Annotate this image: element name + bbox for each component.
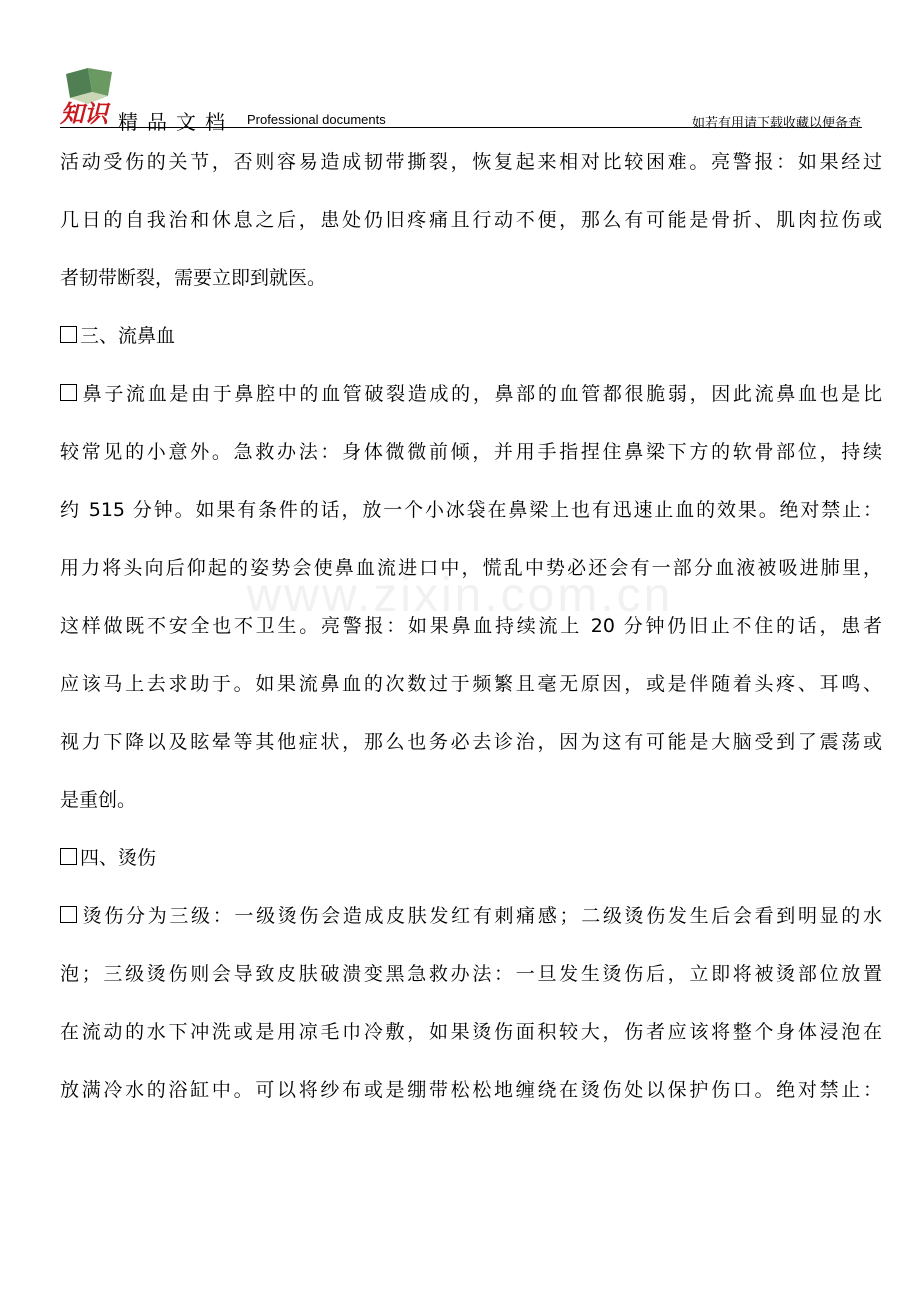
checkbox-icon (60, 384, 77, 401)
header-subtitle: Professional documents (247, 112, 386, 127)
checkbox-icon (60, 326, 77, 343)
text-line (60, 895, 882, 953)
header-title: 精品文档 (118, 110, 234, 134)
watermark: www.zixin.com.cn (246, 569, 674, 622)
line-text: 三、流鼻血 (80, 325, 176, 347)
line-text: 活动受伤的关节，否则容易造成韧带撕裂，恢复起来相对比较困难。亮警报：如果经过 (60, 151, 882, 173)
header-note: 如若有用请下载收藏以便备查 (691, 115, 861, 130)
line-text: 这样做既不安全也不卫生。亮警报：如果鼻血持续流上 20 分钟仍旧止不住的话，患者 (60, 615, 882, 637)
line-text: 泡；三级烫伤则会导致皮肤破溃变黑急救办法：一旦发生烫伤后，立即将被烫部位放置 (60, 963, 882, 985)
line-text: 用力将头向后仰起的姿势会使鼻血流进口中，慌乱中势必还会有一部分血液被吸进肺里， (60, 557, 882, 579)
header-divider (60, 127, 862, 128)
line-text: 较常见的小意外。急救办法：身体微微前倾，并用手指捏住鼻梁下方的软骨部位，持续 (60, 441, 882, 463)
text-line (60, 1069, 882, 1127)
text-line (60, 489, 882, 547)
checkbox-icon (60, 848, 77, 865)
text-line (60, 199, 882, 257)
text-line (60, 141, 882, 199)
line-text: 几日的自我治和休息之后，患处仍旧疼痛且行动不便，那么有可能是骨折、肌肉拉伤或 (60, 209, 882, 231)
text-line (60, 663, 882, 721)
line-text: 应该马上去求助于。如果流鼻血的次数过于频繁且毫无原因，或是伴随着头疼、耳鸣、 (60, 673, 882, 695)
line-text: 鼻子流血是由于鼻腔中的血管破裂造成的，鼻部的血管都很脆弱，因此流鼻血也是比 (80, 383, 882, 405)
text-line (60, 315, 882, 373)
page-header (0, 0, 920, 140)
checkbox-icon (60, 906, 77, 923)
line-text: 在流动的水下冲洗或是用凉毛巾冷敷，如果烫伤面积较大，伤者应该将整个身体浸泡在 (60, 1021, 882, 1043)
line-text: 四、烫伤 (80, 847, 157, 869)
text-line (60, 257, 882, 315)
text-line (60, 953, 882, 1011)
text-line (60, 431, 882, 489)
line-text: 放满冷水的浴缸中。可以将纱布或是绷带松松地缠绕在烫伤处以保护伤口。绝对禁止： (60, 1079, 882, 1101)
text-line (60, 779, 882, 837)
document-body (60, 141, 882, 1127)
text-line (60, 721, 882, 779)
text-line (60, 605, 882, 663)
line-text: 者韧带断裂，需要立即到就医。 (60, 267, 327, 289)
line-text: 烫伤分为三级：一级烫伤会造成皮肤发红有刺痛感；二级烫伤发生后会看到明显的水 (80, 905, 882, 927)
text-line (60, 1011, 882, 1069)
logo-text: 知识 (60, 99, 108, 128)
text-line (60, 373, 882, 431)
line-text: 视力下降以及眩晕等其他症状，那么也务必去诊治，因为这有可能是大脑受到了震荡或 (60, 731, 882, 753)
book-logo-icon (58, 66, 120, 128)
line-text: 是重创。 (60, 789, 137, 811)
line-text: 约 515 分钟。如果有条件的话，放一个小冰袋在鼻梁上也有迅速止血的效果。绝对禁止： (60, 499, 882, 521)
text-line (60, 547, 882, 605)
text-line (60, 837, 882, 895)
